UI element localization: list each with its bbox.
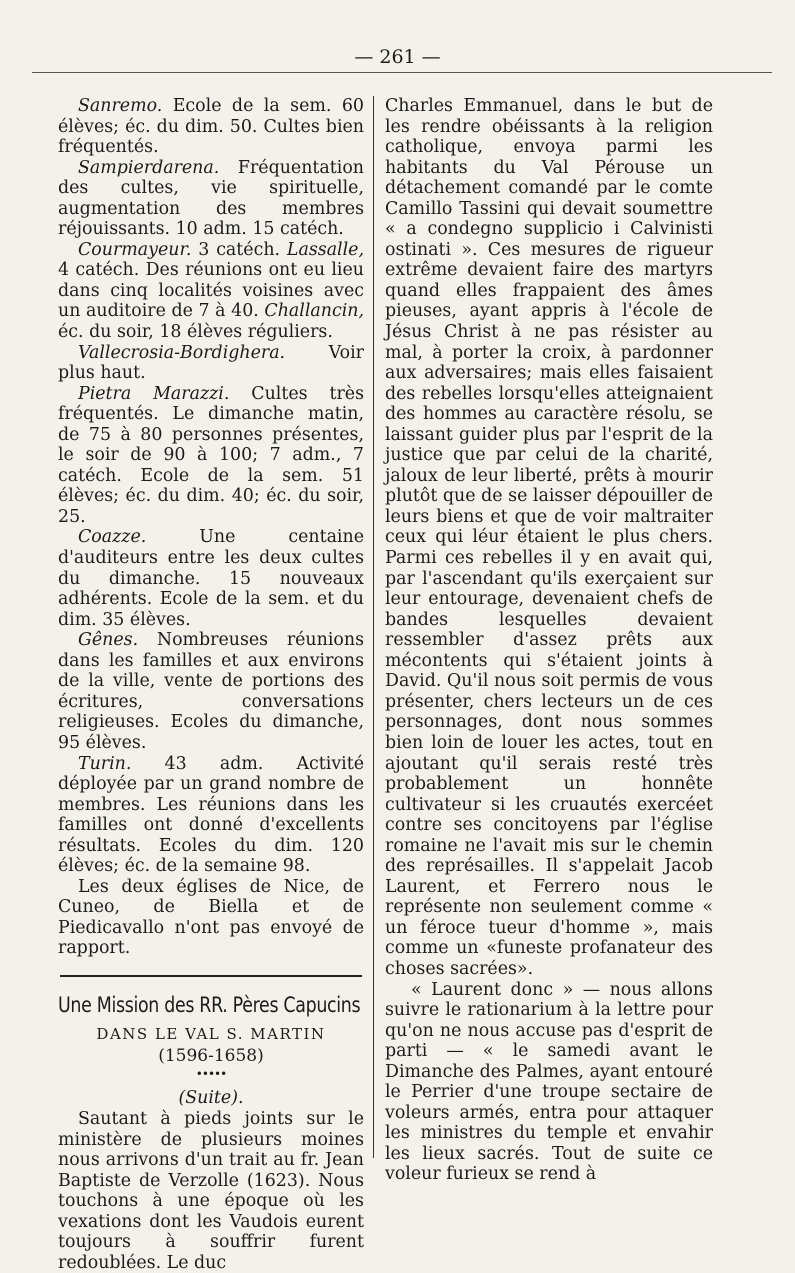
report-text: 3 catéch. — [191, 239, 287, 260]
report-pietra-marazzi — [58, 384, 364, 528]
report-courmayeur — [58, 240, 364, 343]
place-name: Pietra Marazzi. — [78, 383, 230, 404]
place-name: Gênes. — [78, 630, 139, 651]
report-text: Une centaine d'auditeurs entre les deux cultes du dimanche. 15 nouveaux adhérents. Ecole de la sem. et du dim. 35 élèves. — [58, 527, 364, 630]
report-text: Ecole de la sem. 60 élèves; éc. du dim. 50. Cultes bien fréquentés. — [58, 96, 364, 158]
left-column — [58, 96, 364, 1273]
report-sanremo — [58, 96, 364, 158]
article-paragraph: « Laurent donc » — nous allons suivre le rationarium à la lettre pour qu'on ne nous accuse pas d'esprit de parti — « le samedi avant le Dimanche des Palmes, ayant entouré le Perrier d'une troupe sectaire de voleurs armés, entra pour attaquer les ministres du temple et envahir les lieux sacrés. Tout de suite ce voleur furieux se rend à — [385, 979, 713, 1185]
report-text: 4 catéch. Des réunions ont eu lieu dans cinq localités voisines avec un auditoire de 7 à 40. — [58, 260, 364, 322]
place-name: Coazze. — [78, 527, 147, 548]
report-coazze — [58, 527, 364, 630]
report-text: Fréquentation des cultes, vie spirituelle, augmentation des membres réjouissants. 10 adm. 15 catéch. — [58, 157, 364, 240]
report-turin — [58, 754, 364, 877]
report-genes — [58, 630, 364, 753]
article-continuation: Charles Emmanuel, dans le but de les rendre obéissants à la religion catholique, envoya parmi les habitants du Val Pérouse un détachement comandé par le comte Camillo Tassini qui devait soumettre « a condegno supplicio i Calvinisti ostinati ». Ces mesures de rigueur extrême devaient faire des martyrs quand elles frappaient des âmes pieuses, ayant appris à l'école de Jésus Christ à ne pas résister au mal, à porter la croix, à pardonner aux adversaires; mais elles faisaient des rebelles lorsqu'elles atteignaient des hommes au caractère résolu, se laissant guider plus par l'esprit de la justice que par celui de la charité, jaloux de leur liberté, prêts à mourir plutôt que de se laisser dépouiller de leurs biens et que de voir maltraiter ceux qui léur étaient le plus chers. Parmi ces rebelles il y en avait qui, par l'ascendant qu'ils exerçaient sur leur entourage, devenaient chefs de bandes lesquelles devaient ressembler d'assez prêts aux mécontents qui s'étaient joints à David. Qu'il nous soit permis de vous présenter, chers lecteurs un de ces personnages, dont nous sommes bien loin de louer les actes, tout en ajoutant qu'il serais resté très probablement un honnête cultivateur si les cruautés exercéet contre ses concitoyens par l'église romaine ne l'avait mis sur le chemin des représailles. Il s'appelait Jacob Laurent, et Ferrero nous le représente non seulement comme « un féroce tueur d'homme », mais comme un «funeste profanateur des choses sacrées». — [385, 96, 713, 979]
place-name: Sanremo. — [78, 96, 163, 116]
continuation-label: (Suite). — [178, 1087, 244, 1108]
page-number: — 261 — — [354, 46, 441, 68]
place-name: Lassalle, — [286, 239, 364, 260]
place-name: Courmayeur. — [78, 239, 192, 260]
place-name: Challancin, — [264, 301, 364, 322]
article-subtitle: DANS LE VAL S. MARTIN — [96, 1024, 326, 1043]
ornament-divider: ••••• — [195, 1066, 227, 1081]
column-divider — [373, 96, 374, 1158]
report-text: Cultes très fréquentés. Le dimanche matin, de 75 à 80 personnes présentes, le soir de 90 à 100; 7 adm., 7 catéch. Ecole de la sem. 51 élèves; éc. du dim. 40; éc. du soir, 25. — [58, 383, 364, 527]
article-dates: (1596-1658) — [158, 1045, 264, 1066]
place-name: Turin. — [78, 753, 132, 774]
article-title: Une Mission des RR. Pères Capucins — [58, 992, 361, 1017]
article-body: Sautant à pieds joints sur le ministère de plusieurs moines nous arrivons d'un trait au fr. Jean Baptiste de Verzolle (1623). Nous touchons à une époque où les vexations dont les Vaudois eurent toujours à souffrir furent redoublées. Le duc — [58, 1108, 364, 1273]
section-rule — [60, 975, 362, 977]
report-text: Nombreuses réunions dans les familles et aux environs de la ville, vente de portions des écritures, conversations religieuses. Ecoles du dimanche, 95 élèves. — [58, 630, 364, 753]
report-text: éc. du soir, 18 élèves réguliers. — [58, 322, 333, 343]
report-text: Voir plus haut. — [58, 342, 364, 384]
place-name: Sampierdarena. — [78, 157, 220, 178]
report-sampierdarena — [58, 158, 364, 240]
header-rule — [32, 72, 772, 73]
report-vallecrosia — [58, 343, 364, 384]
report-text: 43 adm. Activité déployée par un grand nombre de membres. Les réunions dans les familles ont donné d'excellents résultats. Ecoles du dim. 120 élèves; éc. de la semaine 98. — [58, 753, 364, 877]
right-column — [385, 96, 713, 1185]
place-name: Vallecrosia-Bordighera. — [78, 342, 286, 363]
closing-paragraph: Les deux églises de Nice, de Cuneo, de Biella et de Piedicavallo n'ont pas envoyé de rapport. — [58, 876, 364, 959]
